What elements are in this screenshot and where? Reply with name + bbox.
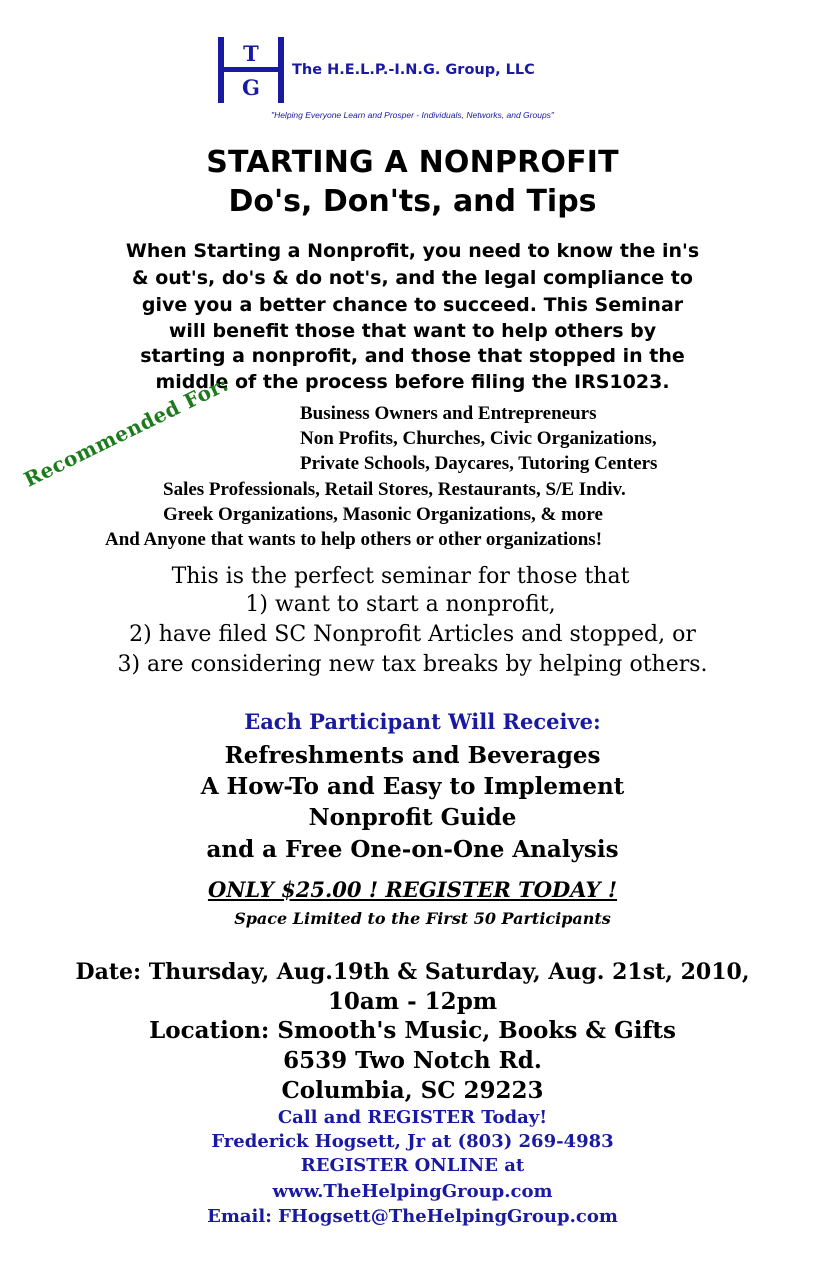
perfect-line: This is the perfect seminar for those that [171,564,630,589]
audience-item: Non Profits, Churches, Civic Organizations, [300,428,657,449]
logo-letter-g: G [242,75,260,100]
space-limit: Space Limited to the First 50 Participants [234,909,611,928]
title-line-1: STARTING A NONPROFIT [206,145,619,180]
audience-item: Private Schools, Daycares, Tutoring Centers [300,453,658,474]
title-line-2: Do's, Don'ts, and Tips [228,184,597,219]
event-city: Columbia, SC 29223 [281,1077,544,1104]
intro-line: middle of the process before filing the IRS1023. [155,371,670,393]
intro-line: & out's, do's & do not's, and the legal compliance to [132,267,693,289]
intro-line: When Starting a Nonprofit, you need to know the in's [125,240,700,262]
benefit-item: Nonprofit Guide [308,804,517,831]
logo-letter-t: T [243,41,259,66]
intro-line: will benefit those that want to help others by [168,320,657,342]
event-location: Location: Smooth's Music, Books & Gifts [149,1017,676,1044]
perfect-line: 3) are considering new tax breaks by helping others. [117,652,708,677]
event-date: Date: Thursday, Aug.19th & Saturday, Aug. 21st, 2010, [75,959,750,985]
audience-item: And Anyone that wants to help others or other organizations! [105,529,603,550]
perfect-line: 1) want to start a nonprofit, [245,592,556,617]
intro-line: starting a nonprofit, and those that stopped in the [140,345,685,367]
benefit-item: A How-To and Easy to Implement [200,773,625,800]
benefit-item: and a Free One-on-One Analysis [206,836,619,863]
participant-heading: Each Participant Will Receive: [244,709,601,734]
audience-item: Greek Organizations, Masonic Organizations, & more [163,504,603,525]
website-link[interactable]: www.TheHelpingGroup.com [272,1181,553,1202]
email-link[interactable]: Email: FHogsett@TheHelpingGroup.com [207,1206,618,1227]
intro-line: give you a better chance to succeed. This Seminar [141,294,684,316]
tagline: "Helping Everyone Learn and Prosper - Individuals, Networks, and Groups" [271,110,554,120]
perfect-line: 2) have filed SC Nonprofit Articles and stopped, or [129,622,696,647]
audience-item: Business Owners and Entrepreneurs [300,403,597,424]
contact-phone: Frederick Hogsett, Jr at (803) 269-4983 [211,1131,614,1152]
benefit-item: Refreshments and Beverages [224,742,601,769]
event-time: 10am - 12pm [327,988,498,1015]
price-offer: ONLY $25.00 ! REGISTER TODAY ! [207,877,618,902]
contact-line: REGISTER ONLINE at [300,1155,525,1176]
audience-item: Sales Professionals, Retail Stores, Restaurants, S/E Indiv. [163,479,626,500]
company-logo [218,37,284,103]
contact-line: Call and REGISTER Today! [277,1107,548,1128]
event-street: 6539 Two Notch Rd. [283,1047,542,1074]
company-name: The H.E.L.P.-I.N.G. Group, LLC [292,62,535,78]
recommended-label: Recommended For: [20,371,233,492]
